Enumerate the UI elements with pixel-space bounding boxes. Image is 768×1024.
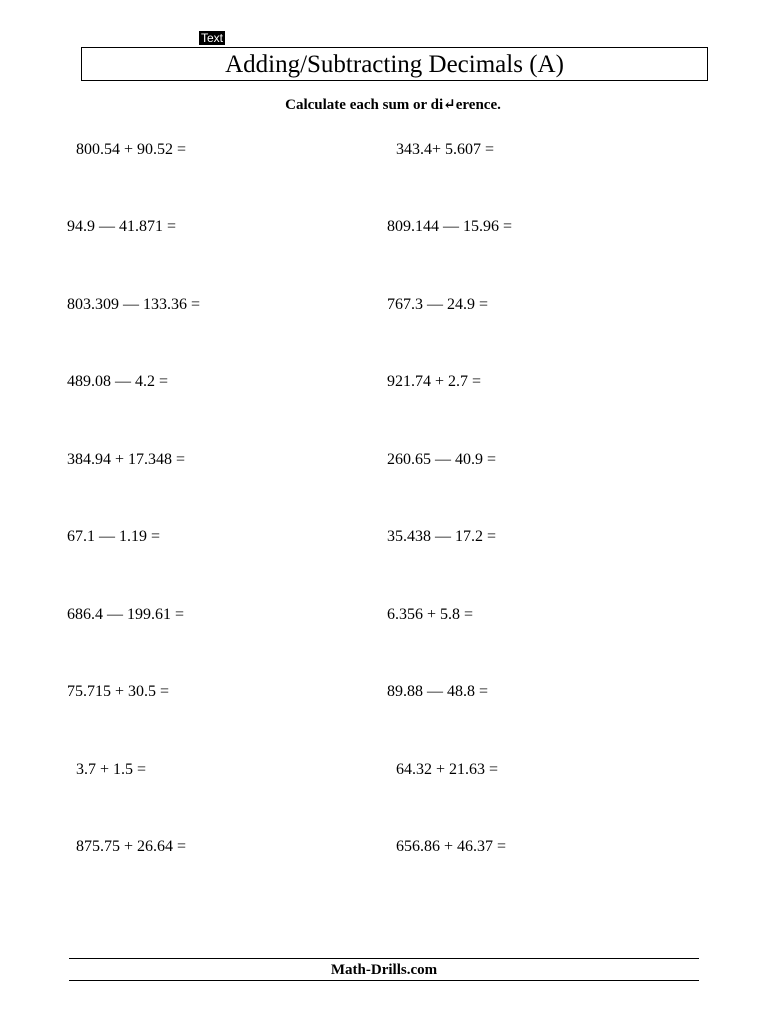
problem-left-8: 75.715 + 30.5 = [67, 683, 170, 700]
problem-right-10: 656.86 + 46.37 = [396, 838, 507, 855]
problem-right-2: 809.144 — 15.96 = [387, 218, 513, 235]
problem-left-4: 489.08 — 4.2 = [67, 373, 169, 390]
problem-right-5: 260.65 — 40.9 = [387, 451, 497, 468]
problem-right-4: 921.74 + 2.7 = [387, 373, 482, 390]
problem-left-6: 67.1 — 1.19 = [67, 528, 161, 545]
problem-left-7: 686.4 — 199.61 = [67, 606, 185, 623]
problem-right-7: 6.356 + 5.8 = [387, 606, 474, 623]
problem-right-3: 767.3 — 24.9 = [387, 296, 489, 313]
problem-right-9: 64.32 + 21.63 = [396, 761, 499, 778]
problem-left-3: 803.309 — 133.36 = [67, 296, 201, 313]
problem-left-1: 800.54 + 90.52 = [76, 141, 187, 158]
problem-left-5: 384.94 + 17.348 = [67, 451, 186, 468]
problem-right-6: 35.438 — 17.2 = [387, 528, 497, 545]
text-tag-label: Text [201, 31, 224, 45]
footer-rule-bottom [69, 980, 699, 981]
problem-left-2: 94.9 — 41.871 = [67, 218, 177, 235]
instructions: Calculate each sum or di↵erence. [285, 97, 501, 113]
footer-site-name: Math-Drills.com [330, 962, 438, 978]
worksheet-title: Adding/Subtracting Decimals (A) [81, 47, 708, 81]
problem-left-10: 875.75 + 26.64 = [76, 838, 187, 855]
problem-right-8: 89.88 — 48.8 = [387, 683, 489, 700]
problem-left-9: 3.7 + 1.5 = [76, 761, 147, 778]
problem-right-1: 343.4+ 5.607 = [396, 141, 495, 158]
footer-rule-top [69, 958, 699, 959]
